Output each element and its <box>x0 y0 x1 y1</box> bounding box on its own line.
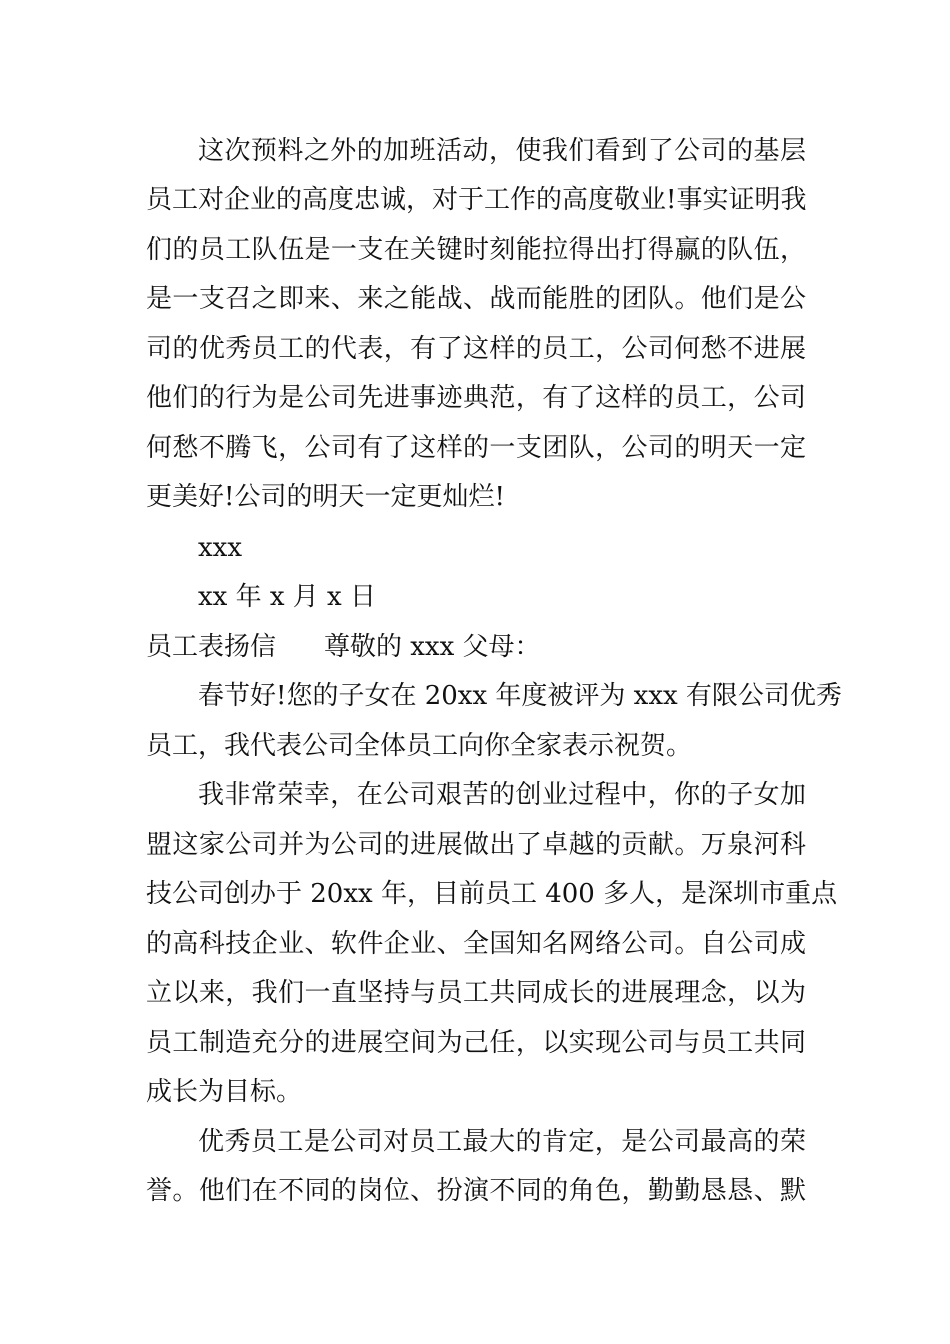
letter-title: 员工表扬信 <box>146 632 277 662</box>
paragraph-line: 他们的行为是公司先进事迹典范，有了这样的员工，公司 <box>146 383 806 413</box>
paragraph-line: 司的优秀员工的代表，有了这样的员工，公司何愁不进展 <box>146 334 806 364</box>
paragraph-line: 成长为目标。 <box>146 1077 303 1107</box>
paragraph-line: 员工，我代表公司全体员工向你全家表示祝贺。 <box>146 731 693 761</box>
paragraph-line: 们的员工队伍是一支在关键时刻能拉得出打得赢的队伍， <box>146 235 806 265</box>
paragraph-line: 优秀员工是公司对员工最大的肯定，是公司最高的荣 <box>198 1127 806 1157</box>
paragraph-line: 誉。他们在不同的岗位、扮演不同的角色，勤勤恳恳、默 <box>146 1176 806 1206</box>
letter-date: xx 年 x 月 x 日 <box>198 582 376 612</box>
salutation: 尊敬的 xxx 父母： <box>324 632 541 662</box>
paragraph-line: 更美好!公司的明天一定更灿烂! <box>146 482 505 512</box>
paragraph-line: 何愁不腾飞，公司有了这样的一支团队，公司的明天一定 <box>146 433 806 463</box>
paragraph-line: 员工对企业的高度忠诚，对于工作的高度敬业!事实证明我 <box>146 185 807 215</box>
paragraph-line: 的高科技企业、软件企业、全国知名网络公司。自公司成 <box>146 929 806 959</box>
paragraph-line: 春节好!您的子女在 20xx 年度被评为 xxx 有限公司优秀 <box>198 681 842 711</box>
paragraph-line: 技公司创办于 20xx 年，目前员工 400 多人，是深圳市重点 <box>146 879 838 909</box>
signature: xxx <box>198 533 242 563</box>
paragraph-line: 员工制造充分的进展空间为己任，以实现公司与员工共同 <box>146 1028 806 1058</box>
paragraph-line: 盟这家公司并为公司的进展做出了卓越的贡献。万泉河科 <box>146 830 806 860</box>
paragraph-line: 是一支召之即来、来之能战、战而能胜的团队。他们是公 <box>146 284 806 314</box>
paragraph-line: 我非常荣幸，在公司艰苦的创业过程中，你的子女加 <box>198 780 806 810</box>
paragraph-line: 这次预料之外的加班活动，使我们看到了公司的基层 <box>198 136 806 166</box>
paragraph-line: 立以来，我们一直坚持与员工共同成长的进展理念，以为 <box>146 978 806 1008</box>
